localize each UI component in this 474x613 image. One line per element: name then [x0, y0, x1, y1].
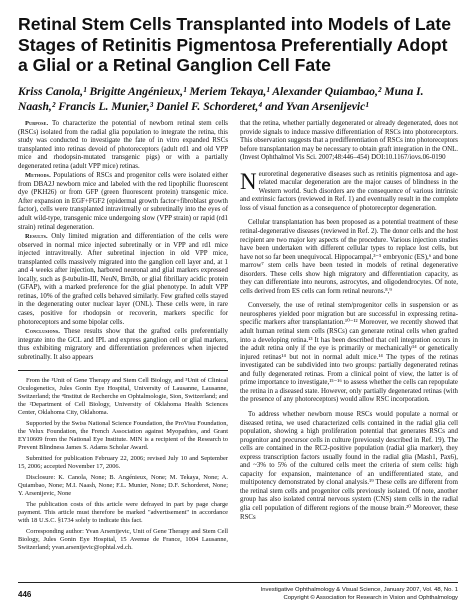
abstract-purpose — [18, 120, 228, 171]
abstract-heading: Purpose. — [25, 120, 49, 127]
abstract-continued: that the retina, whether partially degenerated or already degenerated, does not provide signals to induce massive differentiation of RSCs into photoreceptors. This observation suggests that a predifferentiation of RSCs into photoreceptors before transplantation may be necessary to obtain graft integration in the ONL. (Invest Ophthalmol Vis Sci. 2007;48:446–454) DOI:10.1167/iovs.06-0190 — [240, 120, 458, 162]
abstract-conclusions — [18, 328, 228, 362]
footnote-corresponding-author: Corresponding author: Yvan Arsenijevic, Unit of Gene Therapy and Stem Cell Biology, Jules Gonin Eye Hospital, 15 Avenue de France, 1004 Lausanne, Switzerland; yvan.arsenijevic@ophtal.vd.ch. — [18, 528, 228, 552]
right-column — [240, 120, 458, 528]
journal-citation — [246, 587, 458, 602]
abstract-heading: Conclusions. — [25, 328, 61, 336]
abstract-text: These results show that the grafted cells preferentially integrate into the GCL and IPL and express ganglion cell or glial markers, thus exhibiting migratory and differentiation preferences when injected subretinally. It also appears — [18, 328, 228, 361]
page-number: 446 — [18, 590, 32, 599]
body-paragraph: Conversely, the use of retinal stem/progenitor cells in suspension or as neurospheres yielded poor migration but are successful in expressing retina-specific markers after transplantation.¹⁰⁻¹² Moreover, we recently showed that adult human retinal stem cells (RSCs) can generate retinal cells when grafted into a developing retina.¹³ It has been described that cell integration occurs in the adult retina only if the eye is primarily or mechanically¹⁴ or genetically injured retinas¹⁴ but not in normal adult mice.¹⁴ The types of the retinas investigated can be subdivided into two groups: partially degenerated retinas and fully degenerated retinas. From a clinical point of view, the latter is of prime importance to investigate,¹⁵⁻¹⁶ to assess whether the cells can repopulate the retina in a diseased state. However, only partially degenerated retinas (with the presence of any photoreceptors) would allow RSC incorporation. — [240, 302, 458, 404]
footer-rule — [18, 582, 458, 583]
abstract-text: To characterize the potential of newborn retinal stem cells (RSCs) isolated from the radial glia population to integrate the retina, this study was conducted to investigate the fate of in vitro expanded RSCs transplanted into retinas devoid of photoreceptors (adult rd1 and old VPP mice and rhodopsin-mutated transgenic pigs) or with a partially degenerated retina (adult VPP mice) retinas. — [18, 120, 228, 170]
abstract-results — [18, 233, 228, 327]
footnote-affiliations: From the ¹Unit of Gene Therapy and Stem Cell Biology, and ³Unit of Clinical Oculogenetics, Jules Gonin Eye Hospital, University of Lausanne, Lausanne, Switzerland; the ⁴Institut de Recherche en Ophtalmologie, Sion, Switzerland; and the ²Department of Cell Biology, University of Oklahoma Health Sciences Center, Oklahoma City, Oklahoma. — [18, 377, 228, 417]
abstract-heading: Methods. — [25, 172, 51, 180]
footnote-publication-costs: The publication costs of this article were defrayed in part by page charge payment. This article must therefore be marked "advertisement" in accordance with 18 U.S.C. §1734 solely to indicate this fact. — [18, 501, 228, 525]
body-paragraph — [240, 168, 458, 214]
left-column — [18, 120, 228, 555]
abstract-text: Populations of RSCs and progenitor cells were isolated either from DBA2J newborn mice and labeled with the red lipophilic fluorescent dye (PKH26) or from GFP (green fluorescent protein) transgenic mice. After expansion in EGF+FGF2 (epidermal growth factor+fibroblast growth factor), cells were transplanted intravitreally or subretinally into the eyes of adult wild-type, transgenic mice undergoing slow (VPP strain) or rapid (rd1 strain) retinal degeneration. — [18, 172, 228, 231]
copyright-line: Copyright © Association for Research in Vision and Ophthalmology — [283, 594, 458, 601]
footnote-funding: Supported by the Swiss National Science Foundation, the ProVisu Foundation, the Velux Foundation, the French Association against Myopathies, and Grant EY10609 from the National Eye Institute. MIN is a recipient of the Research to Prevent Blindness James S. Adams Scholar Award. — [18, 420, 228, 452]
abstract-methods — [18, 172, 228, 232]
author-list: Kriss Canola,¹ Brigitte Angénieux,¹ Meriem Tekaya,¹ Alexander Quiambao,² Muna I. Naash,² Francis L. Munier,³ Daniel F. Schorderet,⁴ and Yvan Arsenijevic¹ — [18, 85, 424, 113]
footnotes — [18, 377, 228, 552]
journal-line: Investigative Ophthalmology & Visual Science, January 2007, Vol. 48, No. 1 — [260, 587, 458, 593]
abstract-text: Only limited migration and differentiation of the cells were observed in normal mice injected subretinally or in VPP and rd1 mice injected intravitreally. After subretinal injection in old VPP mice, transplanted cells massively migrated into the ganglion cell layer and, at 1 and 4 weeks after injection, harbored neuronal and glial markers expressed locally, such as β-tubulin-III, NeuN, Brn3b, or glial fibrillary acidic protein (GFAP), with a marked preference for the glial phenotype. In adult VPP retinas, 10% of the grafted cells behaved similarly. Few grafted cells stayed in the degenerating outer nuclear layer (ONL). These cells were, in rare cases, positive for rhodopsin or recoverin, markers specific for photoreceptors and some bipolar cells. — [18, 233, 228, 326]
footnote-dates: Submitted for publication February 22, 2006; revised July 10 and September 15, 2006; accepted November 17, 2006. — [18, 455, 228, 471]
body-paragraph: Cellular transplantation has been proposed as a potential treatment of these retinal-degenerative diseases (reviewed in Ref. 2). The donor cells and the host recipient are two major key aspects of the procedure. Various injection studies have been undertaken with different cellular types to replace lost cells, but have not so far been unequivocal. Hippocampal,³⁻⁵ embryonic (ES),⁶ and bone marrow⁷ stem cells have been tested in models of retinal degenerative disorders. These cells show high migratory and differentiation capacity, as they can differentiate into neurons, astrocytes, and oligodendrocytes. Of note, cells derived from ES cells can form retinal neurons.⁸,⁹ — [240, 219, 458, 295]
abstract — [18, 120, 228, 362]
drop-cap: N — [240, 168, 257, 194]
article-title: Retinal Stem Cells Transplanted into Models of Late Stages of Retinitis Pigmentosa Preferentially Adopt a Glial or a Retinal Ganglion Cell Fate — [18, 14, 452, 75]
body-paragraph: To address whether newborn mouse RSCs would populate a normal or diseased retina, we used characterized cells contained in the radial glia cell population, showing a high proliferation potential that generates RSCs and progenitor and precursor cells in culture (previously described in Ref. 19). The cells are contained in the RC2-positive population (radial glia marker), they express transcription factors usually found in the radial glia (Mash1, Pax6), and ~3% to 5% of the cultured cells meet the criteria of stem cells: high capacity for expansion, maintenance of an undifferentiated state, and multipotency demonstrated by clonal analysis.¹⁹ These cells are different from the retinal stem cells and progenitor cells previously isolated. Of note, another group has also isolated central nervous system (CNS) stem cells in the radial glia cell population of different regions of the mouse brain.²⁰ Moreover, these RSCs — [240, 410, 458, 521]
body-text: euroretinal degenerative diseases such as retinitis pigmentosa and age-related macular degeneration are the major causes of blindness in the Western world. Such disorders are the consequence of various intrinsic and extrinsic factors (reviewed in Ref. 1) and eventually result in the complete loss of visual function as a consequence of photoreceptor degeneration. — [240, 170, 458, 212]
footnote-divider — [18, 370, 228, 371]
footnote-disclosure: Disclosure: K. Canola, None; B. Angénieux, None; M. Tekaya, None; A. Quiambao, None; M.I. Naash, None; F.L. Munier, None; D.F. Schorderet, None; Y. Arsenijevic, None — [18, 474, 228, 498]
abstract-heading: Results. — [25, 233, 48, 241]
